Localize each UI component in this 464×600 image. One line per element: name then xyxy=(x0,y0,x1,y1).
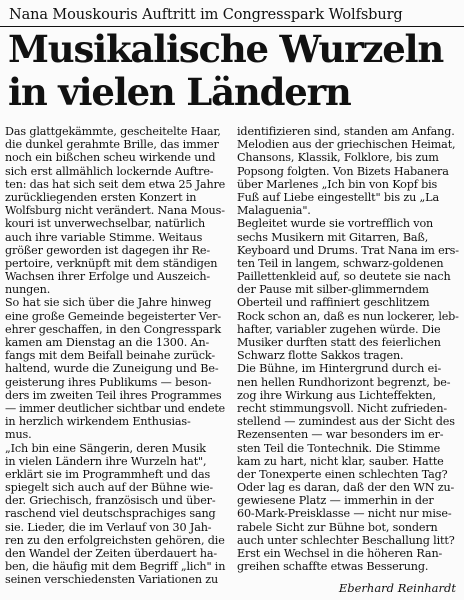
article-text-line: hafter, variabler zugehen würde. Die xyxy=(237,322,441,336)
article-text-line: Schwarz flotte Sakkos tragen. xyxy=(237,349,404,363)
article-text-line: So hat sie sich über die Jahre hinweg xyxy=(5,296,212,310)
article-text-line: Rock schon an, daß es nun lockerer, leb- xyxy=(237,309,459,323)
article-text-line: über Marlenes „Ich bin von Kopf bis xyxy=(237,177,438,191)
article-text-line: raschend viel deutschsprachiges sang xyxy=(5,507,216,521)
article-text-line: stellend — zumindest aus der Sicht des xyxy=(237,415,455,429)
headline-line: in vielen Ländern xyxy=(8,70,351,114)
article-text-line: Melodien aus der griechischen Heimat, xyxy=(237,138,456,152)
article-text-line: der Pause mit silber-glimmerndem xyxy=(237,283,429,297)
article-text-line: Oder lag es daran, daß der den WN zu- xyxy=(237,481,455,495)
article-author: Eberhard Reinhardt xyxy=(338,581,456,595)
article-text-line: kamen am Dienstag an die 1300. An- xyxy=(5,336,210,349)
article-text-line: greihen schaffte etwas Besserung. xyxy=(237,560,429,574)
article-text-line: sechs Musikern mit Gitarren, Baß, xyxy=(237,230,429,244)
article-text-line: nen hellen Rundhorizont begrenzt, be- xyxy=(237,375,451,389)
article-text-line: Oberteil und raffiniert geschlitzem xyxy=(237,296,430,310)
article-text-line: ten: das hat sich seit dem etwa 25 Jahre xyxy=(5,177,226,191)
article-text-line: geisterung ihres Publikums — beson- xyxy=(5,375,212,389)
article-text-line: mus. xyxy=(5,428,32,442)
article-text-line: spiegelt sich auch auf der Bühne wie- xyxy=(5,481,214,495)
article-text-line: Wolfsburg nicht verändert. Nana Mous- xyxy=(5,204,225,218)
article-column-left xyxy=(5,125,225,587)
article-text-line: kam zu hart, nicht klar, sauber. Hatte xyxy=(237,454,444,468)
article-text-line: kouri ist unverwechselbar, natürlich xyxy=(5,217,206,231)
article-text-line: „Ich bin eine Sängerin, deren Musik xyxy=(5,441,206,455)
article-text-line: haltend, wurde die Zuneigung und Be- xyxy=(5,362,219,376)
article-text-line: Wachsen ihrer Erfolge und Auszeich- xyxy=(5,270,211,284)
article-text-line: Musiker durften statt des feierlichen xyxy=(237,336,441,349)
article-text-line: rabele Sicht zur Bühne bot, sondern xyxy=(237,520,438,534)
article-text-line: identifizieren sind, standen am Anfang. xyxy=(237,125,455,138)
article-kicker: Nana Mouskouris Auftritt im Congresspark Wolfsburg xyxy=(9,7,403,23)
article-text-line: größer geworden ist dagegen ihr Re- xyxy=(5,243,211,257)
article-text-line: der Tonexperte einen schlechten Tag? xyxy=(237,467,448,481)
article-text-line: pertoire, verknüpft mit dem ständigen xyxy=(5,256,218,270)
article-text-line: zurückliegenden ersten Konzert in xyxy=(5,190,197,204)
article-text-line: recht stimmungsvoll. Nicht zufrieden- xyxy=(237,401,448,415)
article-text-line: ten Teil in langem, schwarz-goldenen xyxy=(237,256,444,270)
article-text-line: auch ihre variable Stimme. Weitaus xyxy=(5,230,203,244)
article-text-line: auch unter schlechter Beschallung litt? xyxy=(237,533,455,547)
article-text-line: in herzlich wirkendem Enthusias- xyxy=(5,415,191,429)
article-text-line: — immer deutlicher sichtbar und endete xyxy=(5,401,225,415)
article-text-line: Paillettenkleid auf, so deutete sie nach xyxy=(237,270,451,284)
article-text-line: den Wandel der Zeiten überdauert ha- xyxy=(5,547,218,560)
article-text-line: Chansons, Klassik, Folklore, bis zum xyxy=(237,151,439,165)
article-text-line: Erst ein Wechsel in die höheren Ran- xyxy=(237,547,443,560)
article-text-line: seinen verschiedensten Variationen zu xyxy=(5,573,219,587)
article-text-line: ders im zweiten Teil ihres Programmes xyxy=(5,388,222,402)
article-text-line: Keyboard und Drums. Trat Nana im ers- xyxy=(237,243,459,257)
article-text-line: gewiesene Platz — immerhin in der xyxy=(237,494,434,508)
article-text-line: Malaguenia". xyxy=(237,204,311,218)
article-text-line: erklärt sie im Programmheft und das xyxy=(5,467,211,481)
article-text-line: sie. Lieder, die im Verlauf von 30 Jah- xyxy=(5,520,212,534)
article-text-line: in vielen Ländern ihre Wurzeln hat", xyxy=(5,454,207,468)
article-text-line: Begleitet wurde sie vortrefflich von xyxy=(237,217,434,231)
article-text-line: zog ihre Wirkung aus Lichteffekten, xyxy=(237,388,436,402)
article-text-line: Popsong folgten. Von Bizets Habanera xyxy=(237,164,449,178)
article-text-line: nungen. xyxy=(5,283,51,297)
headline-line: Musikalische Wurzeln xyxy=(8,27,444,71)
article-text-line: sich erst allmählich lockernde Auftre- xyxy=(5,164,214,178)
article-text-line: eine große Gemeinde begeisterter Ver- xyxy=(5,309,222,323)
article-text-line: ren zu den erfolgreichsten gehören, die xyxy=(5,533,225,547)
article-text-line: Rezensenten — war besonders im er- xyxy=(237,428,444,442)
article-text-line: Das glattgekämmte, gescheitelte Haar, xyxy=(5,125,221,138)
article-text-line: ehrer geschaffen, in den Congresspark xyxy=(5,322,221,336)
article-text-line: die dunkel gerahmte Brille, das immer xyxy=(5,138,219,152)
article-headline xyxy=(8,28,458,114)
article-text-line: noch ein bißchen scheu wirkende und xyxy=(5,151,216,165)
article-column-right xyxy=(237,125,459,573)
article-text-line: der. Griechisch, französisch und über- xyxy=(5,494,216,508)
article-text-line: 60-Mark-Preisklasse — nicht nur mise- xyxy=(237,507,452,521)
article-text-line: sten Teil die Tontechnik. Die Stimme xyxy=(237,441,441,455)
article-text-line: Die Bühne, im Hintergrund durch ei- xyxy=(237,362,442,376)
article-text-line: Fuß auf Liebe eingestellt" bis zu „La xyxy=(237,190,439,204)
article-text-line: ben, die häufig mit dem Begriff „lich" in xyxy=(5,560,226,574)
article-text-line: fangs mit dem Beifall beinahe zurück- xyxy=(5,349,215,363)
